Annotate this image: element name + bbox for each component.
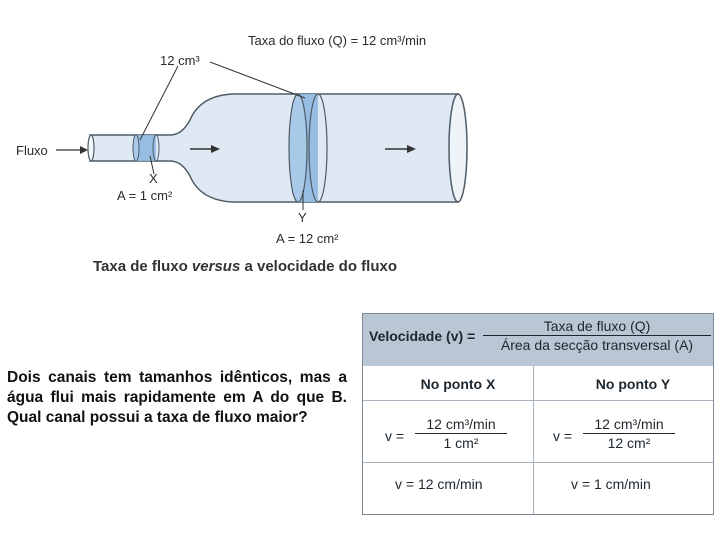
inflow-label: Fluxo	[16, 143, 48, 158]
velocity-formula	[483, 318, 711, 353]
question-text: Dois canais tem tamanhos idênticos, mas a água flui mais rapidamente em A do que B. Qual canal possui a taxa de fluxo maior?	[7, 369, 347, 426]
y-numerator: 12 cm³/min	[594, 416, 664, 432]
col-header-x: No ponto X	[420, 376, 496, 392]
x-denominator: 1 cm²	[415, 433, 507, 451]
point-y-label: Y	[298, 210, 307, 225]
formula-numerator: Taxa de fluxo (Q)	[543, 318, 651, 334]
y-denominator: 12 cm²	[583, 433, 675, 451]
tube-left-end	[88, 135, 94, 161]
tube-right-end	[449, 94, 467, 202]
point-x-label: X	[149, 171, 158, 186]
column-divider	[533, 366, 534, 514]
y-result: v = 1 cm/min	[571, 476, 651, 492]
row-divider	[363, 400, 713, 401]
y-v-equals: v =	[553, 428, 573, 444]
x-numerator: 12 cm³/min	[426, 416, 496, 432]
area-x-label: A = 1 cm²	[117, 188, 173, 203]
col-header-y: No ponto Y	[595, 376, 671, 392]
area-y-label: A = 12 cm²	[276, 231, 339, 246]
velocity-label: Velocidade (v) =	[369, 328, 476, 344]
diagram-caption: Taxa de fluxo versus a velocidade do fluxo	[93, 258, 397, 275]
volume-label: 12 cm³	[160, 53, 200, 68]
formula-header	[363, 314, 713, 366]
x-fraction	[415, 416, 507, 451]
row-divider	[363, 462, 713, 463]
flow-rate-label: Taxa do fluxo (Q) = 12 cm³/min	[248, 33, 427, 48]
formula-denominator: Área da secção transversal (A)	[483, 335, 711, 353]
velocity-table	[362, 313, 714, 515]
x-result: v = 12 cm/min	[395, 476, 483, 492]
x-v-equals: v =	[385, 428, 405, 444]
y-fraction	[583, 416, 675, 451]
